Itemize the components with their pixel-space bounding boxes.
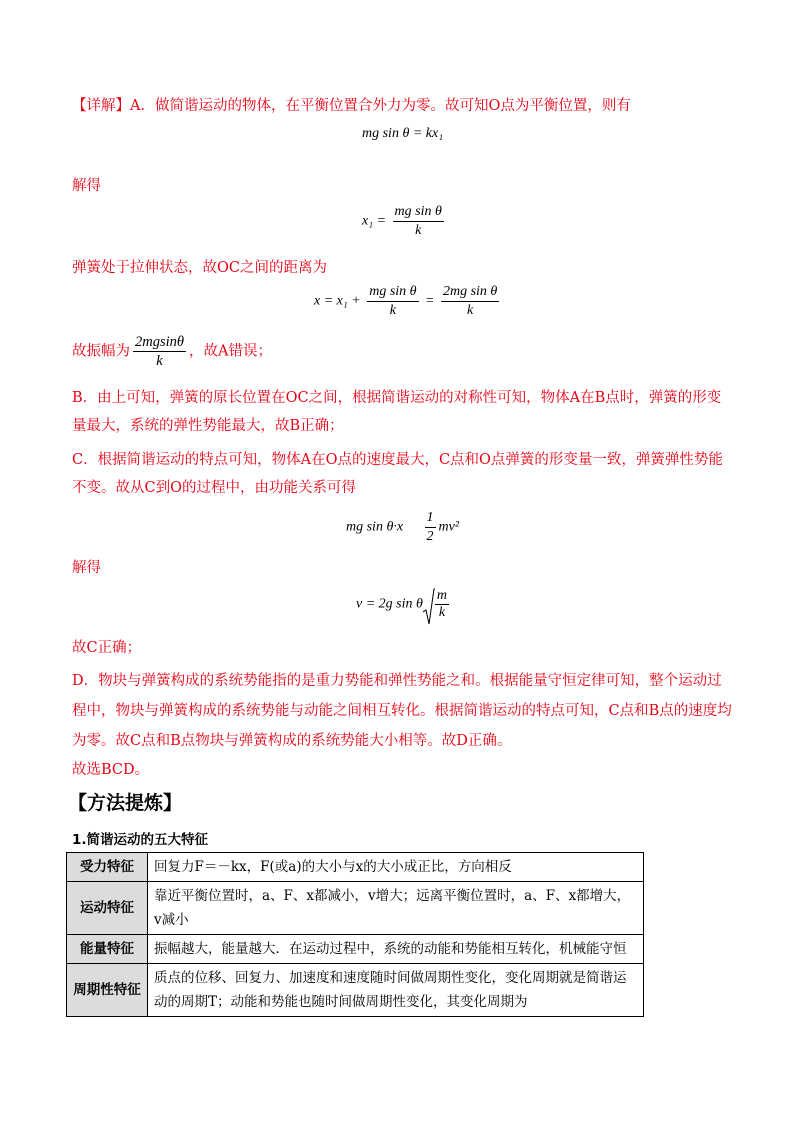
- solve-label-1: 解得: [72, 178, 101, 194]
- eq4-numerator: 1: [425, 510, 436, 528]
- eq3-fraction-2: [441, 284, 499, 319]
- row-text: 回复力F＝－kx，F(或a)的大小与x的大小成正比，方向相反: [148, 853, 644, 882]
- detail-a-line: [72, 94, 732, 118]
- amplitude-denominator: k: [156, 353, 163, 369]
- eq4-rhs: mv²: [438, 519, 460, 535]
- eq3-lhs: x = x₁ +: [314, 293, 361, 309]
- eq3-numerator-2: 2mg sin θ: [441, 284, 499, 302]
- eq2-denominator: k: [415, 223, 422, 238]
- option-c-text: C．根据简谐运动的特点可知，物体A在O点的速度最大，C点和O点弹簧的形变量一致，弹簧弹性势能不变。故从C到O的过程中，由功能关系可得: [72, 452, 723, 496]
- equation-1: mg sin θ = kx₁: [362, 126, 444, 141]
- equation-2: [362, 204, 447, 239]
- eq3-denominator-2: k: [467, 303, 474, 318]
- eq3-numerator-1: mg sin θ: [367, 284, 418, 302]
- table-row: [67, 853, 644, 882]
- eq2-fraction: [393, 204, 444, 239]
- eq5-lhs: v = 2g sin θ: [356, 596, 423, 612]
- row-head: 能量特征: [67, 935, 148, 964]
- answer-line: 故选BCD。: [72, 762, 150, 778]
- row-text: 质点的位移、回复力、加速度和速度随时间做周期性变化，变化周期就是简谐运动的周期T；动能和势能也随时间做周期性变化，其变化周期为: [148, 964, 644, 1017]
- eq4-lhs: mg sin θ·x: [346, 519, 404, 535]
- table-row: [67, 964, 644, 1017]
- method-title: 【方法提炼】: [68, 792, 183, 814]
- section-title: 1.简谐运动的五大特征: [72, 832, 209, 848]
- eq3-equals: =: [425, 293, 435, 309]
- row-text: 靠近平衡位置时，a、F、x都减小，v增大；远离平衡位置时，a、F、x都增大，v减小: [148, 882, 644, 935]
- option-d-text: D．物块与弹簧构成的系统势能指的是重力势能和弹性势能之和。根据能量守恒定律可知，整个运动过程中，物块与弹簧构成的系统势能与动能之间相互转化。根据简谐运动的特点可知，C点和B点的速度均为零。故C点和B点物块与弹簧构成的系统势能大小相等。故D正确。: [72, 673, 732, 749]
- eq5-denominator: k: [438, 605, 446, 620]
- eq4-denominator: 2: [426, 529, 434, 544]
- equation-3: [314, 284, 502, 319]
- option-b-text: B．由上可知，弹簧的原长位置在OC之间，根据简谐运动的对称性可知，物体A在B点时，弹簧的形变量最大，系统的弹性势能最大，故B正确；: [72, 390, 722, 434]
- equation-5: [356, 588, 449, 621]
- eq5-sqrt: [423, 588, 449, 621]
- features-table: [66, 852, 644, 1017]
- amplitude-suffix: ，故A错误；: [189, 343, 272, 360]
- spring-state-line: 弹簧处于拉伸状态，故OC之间的距离为: [72, 260, 327, 276]
- amplitude-line: [72, 334, 732, 369]
- table-row: [67, 935, 644, 964]
- row-head: 周期性特征: [67, 964, 148, 1017]
- eq3-fraction-1: [367, 284, 418, 319]
- c-correct-line: 故C正确；: [72, 640, 142, 656]
- eq2-numerator: mg sin θ: [393, 204, 444, 222]
- table-row: [67, 882, 644, 935]
- amplitude-prefix: 故振幅为: [72, 343, 130, 360]
- detail-a-text: A．做简谐运动的物体，在平衡位置合外力为零。故可知O点为平衡位置，则有: [130, 98, 631, 114]
- solve-label-2: 解得: [72, 560, 101, 576]
- equation-4: [346, 510, 459, 545]
- row-text: 振幅越大，能量越大．在运动过程中，系统的动能和势能相互转化，机械能守恒: [148, 935, 644, 964]
- amplitude-numerator: 2mgsinθ: [135, 334, 185, 350]
- sqrt-symbol-icon: [423, 588, 435, 626]
- eq2-lhs: x₁ =: [362, 213, 387, 229]
- row-head: 受力特征: [67, 853, 148, 882]
- detail-tag: 【详解】: [72, 98, 130, 114]
- eq3-denominator-1: k: [389, 303, 396, 318]
- eq4-fraction: [425, 510, 436, 545]
- amplitude-fraction: [133, 334, 186, 369]
- row-head: 运动特征: [67, 882, 148, 935]
- eq5-numerator: m: [436, 588, 448, 603]
